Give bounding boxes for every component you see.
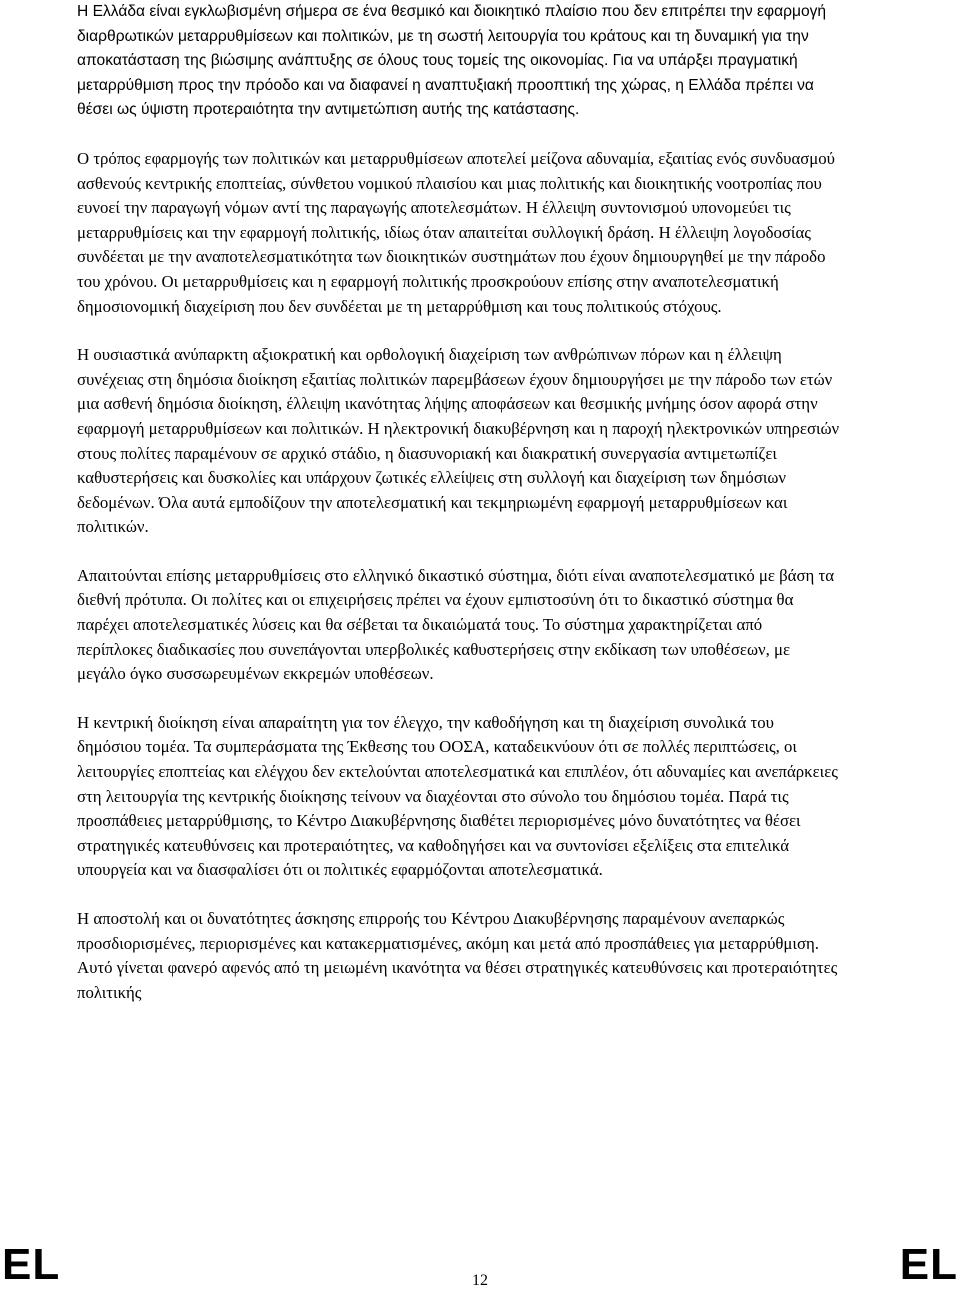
paragraph-1: Η Ελλάδα είναι εγκλωβισμένη σήμερα σε ένα θεσμικό και διοικητικό πλαίσιο που δεν επιτρέπει την εφαρμογή διαρθρωτικών μεταρρυθμίσεων και πολιτικών, με τη σωστή λειτουργία του κράτους και τη δυναμική για την αποκατάσταση της βιώσιμης ανάπτυξης σε όλους τους τομείς της οικονομίας. Για να υπάρξει πραγματική μεταρρύθμιση προς την πρόοδο και να διαφανεί η αναπτυξιακή προοπτική της χώρας, η Ελλάδα πρέπει να θέσει ως ύψιστη προτεραιότητα την αντιμετώπιση αυτής της κατάστασης.: [77, 3, 827, 119]
paragraph-5: Η κεντρική διοίκηση είναι απαραίτητη για τον έλεγχο, την καθοδήγηση και τη διαχείριση συνολικά του δημόσιου τομέα. Τα συμπεράσματα της Έκθεσης του ΟΟΣΑ, καταδεικνύουν ότι σε πολλές περιπτώσεις, οι λειτουργίες εποπτείας και ελέγχου δεν εκτελούνται αποτελεσματικά και επιπλέον, ότι αδυναμίες και ανεπάρκειες στη λειτουργία της κεντρικής διοίκησης τείνουν να διαχέονται στο σύνολο του δημόσιου τομέα. Παρά τις προσπάθειες μεταρρύθμισης, το Κέντρο Διακυβέρνησης διαθέτει περιορισμένες μόνο δυνατότητες να θέσει στρατηγικές κατευθύνσεις και προτεραιότητες, να καθοδηγήσει και να συντονίσει εξελίξεις στα επιτελικά υπουργεία και να διασφαλίσει ότι οι πολιτικές εφαρμόζονται αποτελεσματικά.: [77, 712, 838, 880]
paragraph-4: Απαιτούνται επίσης μεταρρυθμίσεις στο ελληνικό δικαστικό σύστημα, διότι είναι αναποτελεσματικό με βάση τα διεθνή πρότυπα. Οι πολίτες και οι επιχειρήσεις πρέπει να έχουν εμπιστοσύνη ότι το δικαστικό σύστημα θα παρέχει αποτελεσματικές λύσεις και θα σέβεται τα δικαιώματά τους. Το σύστημα χαρακτηρίζεται από περίπλοκες διαδικασίες που συνεπάγονται υπερβολικές καθυστερήσεις στην εκδίκαση των υποθέσεων, με μεγάλο όγκο συσσωρευμένων εκκρεμών υποθέσεων.: [77, 565, 835, 684]
footer-language-code-right: EL: [899, 1240, 958, 1289]
paragraph-3: Η ουσιαστικά ανύπαρκτη αξιοκρατική και ορθολογική διαχείριση των ανθρώπινων πόρων και η έλλειψη συνέχειας στη δημόσια διοίκηση εξαιτίας πολιτικών παρεμβάσεων έχουν δημιουργήσει με την πάροδο των ετών μια ασθενή δημόσια διοίκηση, έλλειψη ικανότητας λήψης αποφάσεων και θεσμικής μνήμης όσον αφορά στην εφαρμογή μεταρρυθμίσεων και πολιτικών. Η ηλεκτρονική διακυβέρνηση και η παροχή ηλεκτρονικών υπηρεσιών στους πολίτες παραμένουν σε αρχικό στάδιο, η διασυνοριακή και διακρατική συνεργασία αντιμετωπίζει καθυστερήσεις και δυσκολίες και υπάρχουν ζωτικές ελλείψεις στη συλλογή και διαχείριση των δημόσιων δεδομένων. Όλα αυτά εμποδίζουν την αποτελεσματική και τεκμηριωμένη εφαρμογή μεταρρυθμίσεων και πολιτικών.: [77, 345, 840, 537]
document-body: [77, 0, 841, 1029]
paragraph-6: Η αποστολή και οι δυνατότητες άσκησης επιρροής του Κέντρου Διακυβέρνησης παραμένουν ανεπαρκώς προσδιορισμένες, περιορισμένες και κατακερματισμένες, ακόμη και μετά από προσπάθειες για μεταρρύθμιση. Αυτό γίνεται φανερό αφενός από τη μειωμένη ικανότητα να θέσει στρατηγικές κατευθύνσεις και προτεραιότητες πολιτικής: [77, 909, 838, 1002]
footer-language-code-left: EL: [2, 1240, 61, 1289]
page-number: 12: [472, 1272, 488, 1289]
paragraph-2: Ο τρόπος εφαρμογής των πολιτικών και μεταρρυθμίσεων αποτελεί μείζονα αδυναμία, εξαιτίας ενός συνδυασμού ασθενούς κεντρικής εποπτείας, σύνθετου νομικού πλαισίου και μιας πολιτικής και διοικητικής νοοτροπίας που ευνοεί την παραγωγή νόμων αντί της παραγωγής αποτελεσμάτων. Η έλλειψη συντονισμού υπονομεύει τις μεταρρυθμίσεις και την εφαρμογή πολιτικής, ιδίως όταν απαιτείται συλλογική δράση. Η έλλειψη λογοδοσίας συνδέεται με την αναποτελεσματικότητα των διοικητικών συστημάτων που έχουν δημιουργηθεί με την πάροδο του χρόνου. Οι μεταρρυθμίσεις και η εφαρμογή πολιτικής προσκρούουν επίσης στην αναποτελεσματική δημοσιονομική διαχείριση που δεν συνδέεται με τη μεταρρύθμιση και τους πολιτικούς στόχους.: [77, 148, 835, 316]
